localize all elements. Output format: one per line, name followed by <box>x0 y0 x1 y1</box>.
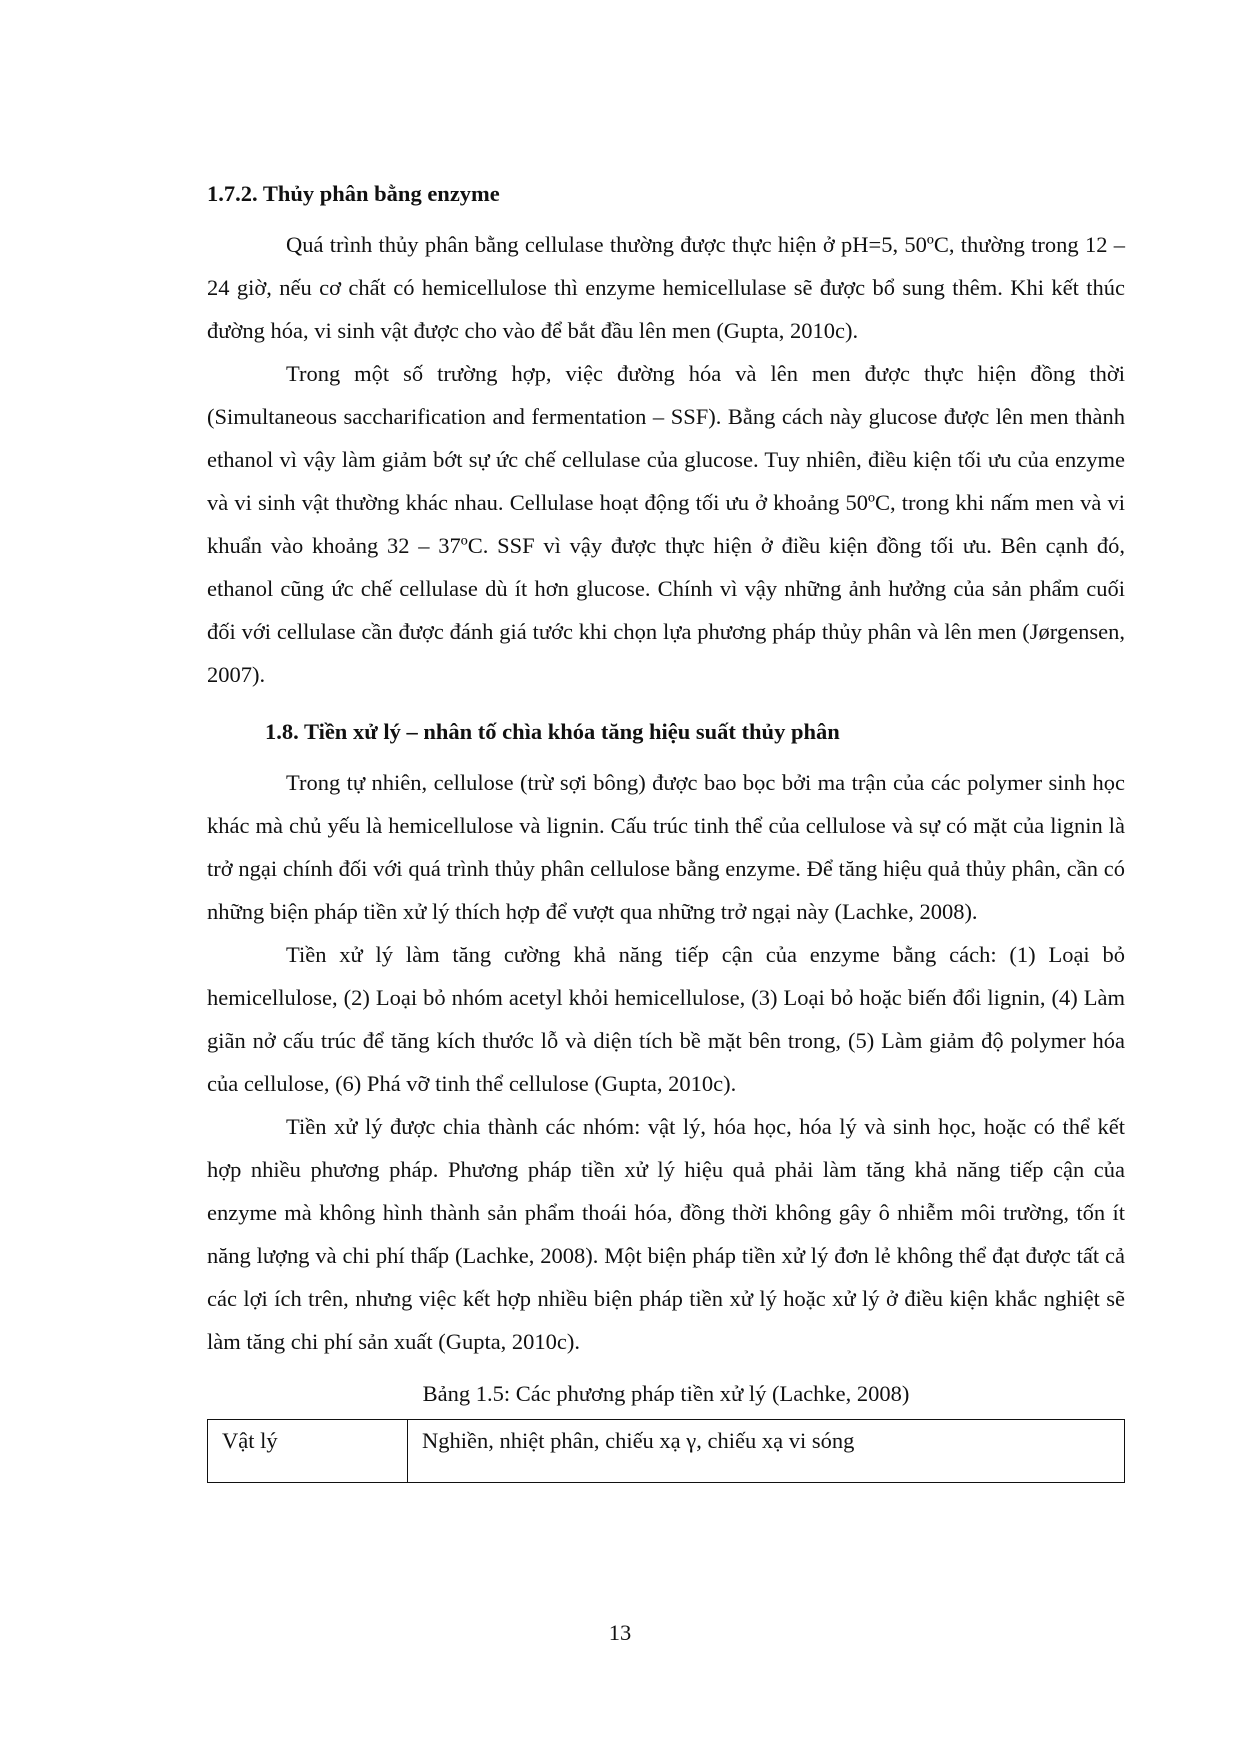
table-caption: Bảng 1.5: Các phương pháp tiền xử lý (Lachke, 2008) <box>422 1381 910 1406</box>
paragraph: Trong một số trường hợp, việc đường hóa và lên men được thực hiện đồng thời (Simultaneous saccharification and fermentation – SSF). Bằng cách này glucose được lên men thành ethanol vì vậy làm giảm bớt sự ức chế cellulase của glucose. Tuy nhiên, điều kiện tối ưu của enzyme và vi sinh vật thường khác nhau. Cellulase hoạt động tối ưu ở khoảng 50ºC, trong khi nấm men và vi khuẩn vào khoảng 32 – 37ºC. SSF vì vậy được thực hiện ở điều kiện đồng tối ưu. Bên cạnh đó, ethanol cũng ức chế cellulase dù ít hơn glucose. Chính vì vậy những ảnh hưởng của sản phẩm cuối đối với cellulase cần được đánh giá tước khi chọn lựa phương pháp thủy phân và lên men (Jørgensen, 2007). <box>207 361 1125 687</box>
paragraph: Quá trình thủy phân bằng cellulase thường được thực hiện ở pH=5, 50ºC, thường trong 12 – 24 giờ, nếu cơ chất có hemicellulose thì enzyme hemicellulase sẽ được bổ sung thêm. Khi kết thúc đường hóa, vi sinh vật được cho vào để bắt đầu lên men (Gupta, 2010c). <box>207 232 1125 343</box>
table-row <box>208 1420 1125 1483</box>
section-heading-1-7-2: 1.7.2. Thủy phân bằng enzyme <box>207 181 500 206</box>
pretreatment-methods-table <box>207 1419 1125 1483</box>
paragraph: Tiền xử lý được chia thành các nhóm: vật lý, hóa học, hóa lý và sinh học, hoặc có thể kết hợp nhiều phương pháp. Phương pháp tiền xử lý hiệu quả phải làm tăng khả năng tiếp cận của enzyme mà không hình thành sản phẩm thoái hóa, đồng thời không gây ô nhiễm môi trường, tốn ít năng lượng và chi phí thấp (Lachke, 2008). Một biện pháp tiền xử lý đơn lẻ không thể đạt được tất cả các lợi ích trên, nhưng việc kết hợp nhiều biện pháp tiền xử lý hoặc xử lý ở điều kiện khắc nghiệt sẽ làm tăng chi phí sản xuất (Gupta, 2010c). <box>207 1114 1125 1354</box>
table-cell-category: Vật lý <box>208 1420 408 1483</box>
page-number: 13 <box>608 1620 632 1645</box>
section-heading-1-8: 1.8. Tiền xử lý – nhân tố chìa khóa tăng hiệu suất thủy phân <box>265 719 840 744</box>
paragraph: Tiền xử lý làm tăng cường khả năng tiếp cận của enzyme bằng cách: (1) Loại bỏ hemicellulose, (2) Loại bỏ nhóm acetyl khỏi hemicellulose, (3) Loại bỏ hoặc biến đổi lignin, (4) Làm giãn nở cấu trúc để tăng kích thước lỗ và diện tích bề mặt bên trong, (5) Làm giảm độ polymer hóa của cellulose, (6) Phá vỡ tinh thể cellulose (Gupta, 2010c). <box>207 942 1125 1096</box>
table-cell-methods: Nghiền, nhiệt phân, chiếu xạ γ, chiếu xạ vi sóng <box>408 1420 1125 1483</box>
page-content <box>207 172 1125 1483</box>
paragraph: Trong tự nhiên, cellulose (trừ sợi bông) được bao bọc bởi ma trận của các polymer sinh học khác mà chủ yếu là hemicellulose và lignin. Cấu trúc tinh thể của cellulose và sự có mặt của lignin là trở ngại chính đối với quá trình thủy phân cellulose bằng enzyme. Để tăng hiệu quả thủy phân, cần có những biện pháp tiền xử lý thích hợp để vượt qua những trở ngại này (Lachke, 2008). <box>207 770 1125 924</box>
